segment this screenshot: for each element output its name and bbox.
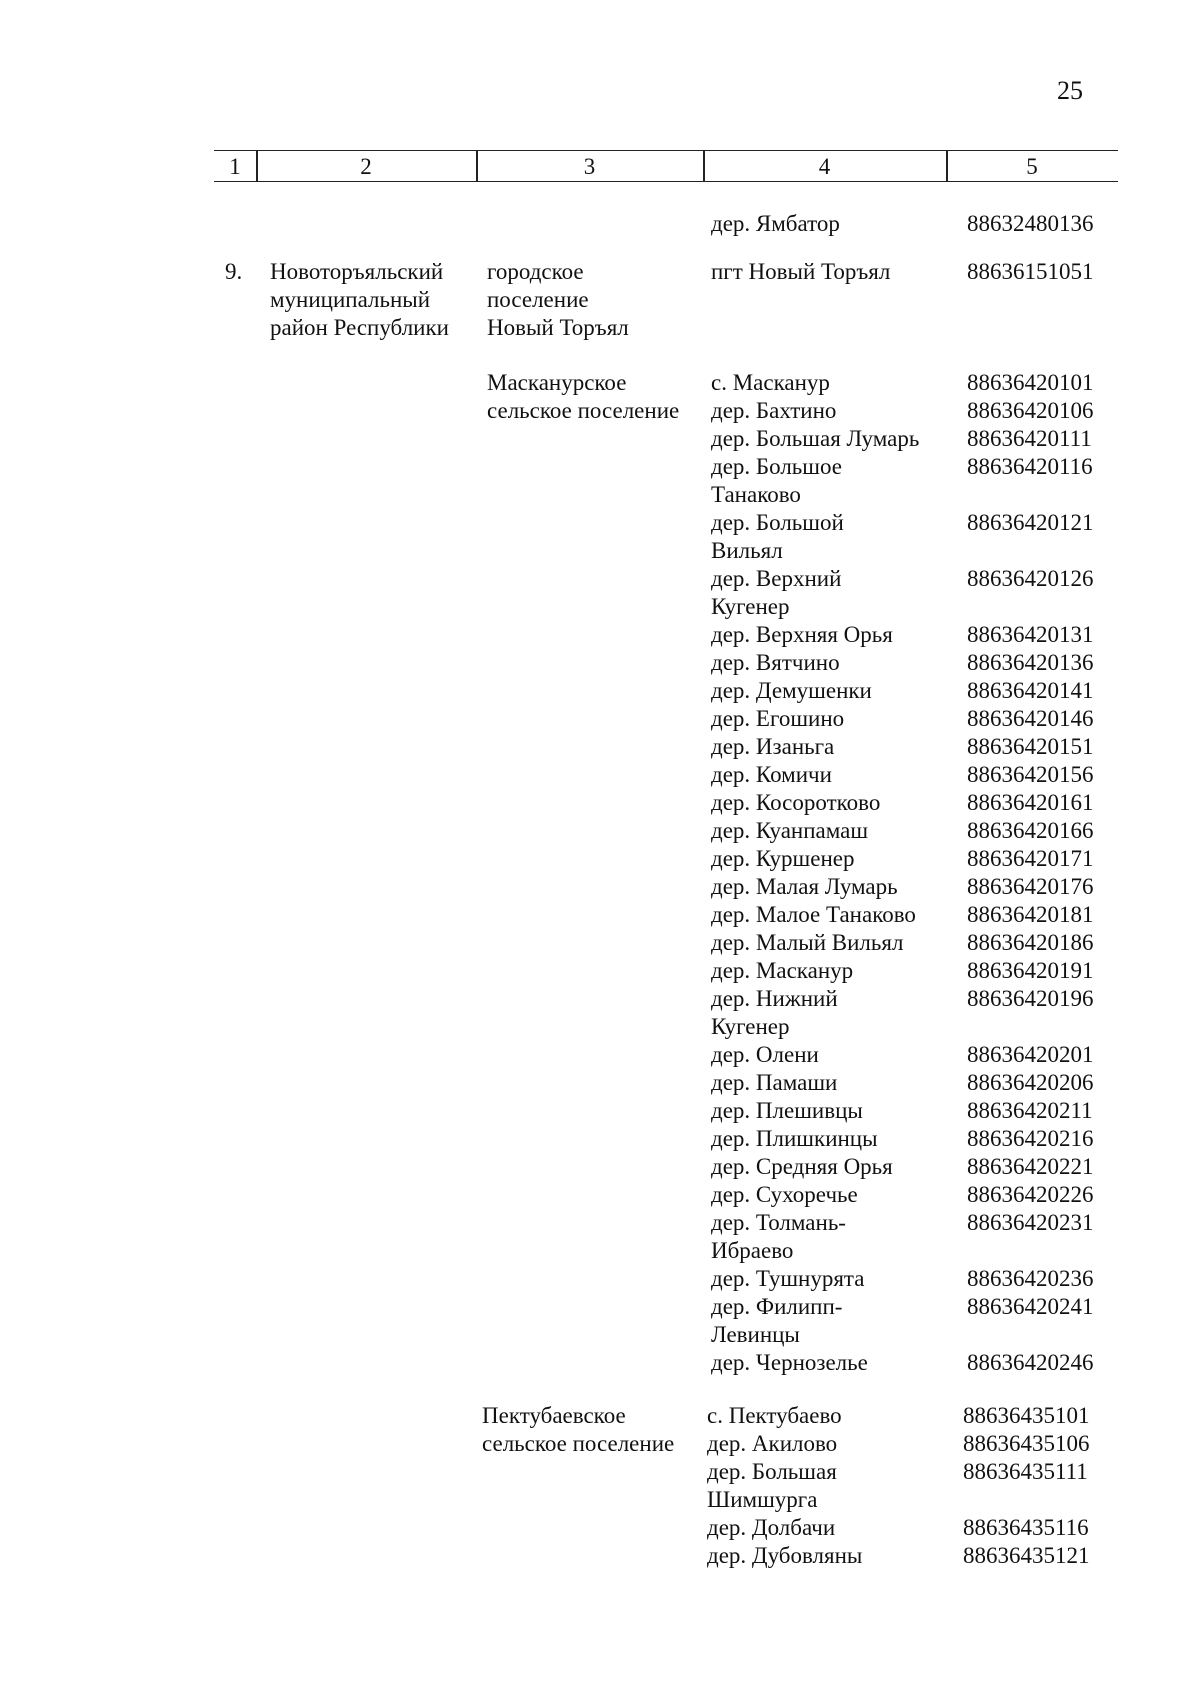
list-item [711,1265,1094,1293]
locality-code: 88636420116 [967,454,1093,479]
locality-name: дер. Изаньга [711,734,835,759]
locality-code: 88636420206 [967,1070,1094,1095]
list-item [711,845,1094,873]
locality-code: 88636420121 [967,510,1094,535]
locality-code: 88636420221 [967,1154,1094,1179]
locality-name: дер. Большая Лумарь [711,426,920,451]
header-col-1: 1 [229,154,241,179]
locality-code: 88636435111 [963,1459,1088,1484]
list-item [711,1153,1094,1181]
locality-code: 88636420141 [967,678,1094,703]
locality-code: 88636435101 [963,1403,1090,1428]
locality-code: 88636420196 [967,986,1094,1011]
list-item [711,789,1094,817]
locality-name: дер. Куанпамаш [711,818,869,843]
list-item [711,929,1094,957]
locality-name: дер. Дубовляны [707,1543,863,1568]
locality-name: дер. Большой Вильял [711,510,844,563]
locality-code: 88636420201 [967,1042,1094,1067]
locality-code: 88636420161 [967,790,1094,815]
list-item [711,258,1094,286]
locality-code: 88636420181 [967,902,1094,927]
header-col-4: 4 [818,154,831,179]
locality-code: 88636420101 [967,370,1094,395]
locality-code: 88636420186 [967,930,1094,955]
locality-code: 88636420241 [967,1294,1094,1319]
list-item [711,369,1094,397]
list-item [707,1458,1088,1514]
settlement-entries [711,369,1094,1377]
list-item [711,397,1094,425]
locality-code: 88636420176 [967,874,1094,899]
settlement-name: Пектубаевское сельское поселение [482,1403,675,1456]
locality-name: дер. Бахтино [711,398,837,423]
locality-name: с. Пектубаево [707,1403,842,1428]
locality-name: дер. Акилово [707,1431,838,1456]
locality-name: дер. Памаши [711,1070,838,1095]
locality-name: дер. Куршенер [711,846,855,871]
page-number: 25 [1057,76,1083,105]
list-item [711,565,1094,621]
locality-name: дер. Филипп- Левинцы [711,1294,843,1347]
header-col-5: 5 [1026,154,1038,179]
list-item [707,1514,1089,1542]
locality-code: 88636420146 [967,706,1094,731]
header-col-2: 2 [360,154,372,179]
list-item [707,1402,1090,1430]
locality-name: дер. Комичи [711,762,832,787]
locality-code: 88636420136 [967,650,1094,675]
settlement-entries [711,258,1094,286]
list-item [711,1125,1094,1153]
locality-code: 88636435116 [963,1515,1089,1540]
settlement-entries [707,1402,1090,1570]
top-entry-code: 88632480136 [967,211,1094,236]
locality-name: дер. Большое Танаково [711,454,842,507]
locality-name: дер. Вятчино [711,650,840,675]
locality-name: дер. Малая Лумарь [711,874,898,899]
list-item [711,1349,1094,1377]
list-item [711,677,1094,705]
locality-code: 88636420106 [967,398,1094,423]
locality-name: дер. Сухоречье [711,1182,858,1207]
locality-code: 88636420126 [967,566,1094,591]
locality-name: дер. Толмань- Ибраево [711,1210,846,1263]
locality-name: дер. Тушнурята [711,1266,865,1291]
list-item [711,1069,1094,1097]
locality-code: 88636420236 [967,1266,1094,1291]
list-item [711,1181,1094,1209]
locality-name: дер. Долбачи [707,1515,836,1540]
locality-name: дер. Олени [711,1042,819,1067]
locality-code: 88636420156 [967,762,1094,787]
locality-name: пгт Новый Торъял [711,259,891,284]
list-item [711,621,1094,649]
header-col-3: 3 [583,154,596,179]
locality-name: с. Масканур [711,370,830,395]
locality-code: 88636435106 [963,1431,1090,1456]
list-item [711,1293,1094,1349]
list-item [711,1041,1094,1069]
locality-name: дер. Верхняя Орья [711,622,893,647]
list-item [711,1097,1093,1125]
list-item [711,705,1094,733]
locality-name: дер. Малый Вильял [711,930,904,955]
list-item [711,901,1094,929]
settlement-name: городское поселение Новый Торъял [487,259,629,340]
list-item [707,1430,1090,1458]
list-item [711,453,1093,509]
locality-code: 88636420211 [967,1098,1093,1123]
list-item [711,817,1094,845]
list-item [711,509,1094,565]
locality-name: дер. Демушенки [711,678,872,703]
locality-code: 88636420246 [967,1350,1094,1375]
locality-name: дер. Верхний Кугенер [711,566,842,619]
district-name: Новоторъяльский муниципальный район Республики [270,259,449,340]
list-item [707,1542,1090,1570]
list-item [711,985,1094,1041]
locality-name: дер. Косоротково [711,790,881,815]
locality-name: дер. Егошино [711,706,845,731]
locality-code: 88636151051 [967,259,1094,284]
list-item [711,649,1094,677]
locality-code: 88636420151 [967,734,1094,759]
locality-code: 88636420216 [967,1126,1094,1151]
locality-code: 88636420111 [967,426,1092,451]
locality-code: 88636420191 [967,958,1094,983]
locality-name: дер. Большая Шимшурга [707,1459,837,1512]
row-number: 9. [225,259,243,284]
locality-name: дер. Масканур [711,958,854,983]
locality-name: дер. Нижний Кугенер [711,986,838,1039]
list-item [711,425,1092,453]
locality-name: дер. Средняя Орья [711,1154,893,1179]
locality-code: 88636435121 [963,1543,1090,1568]
list-item [711,733,1094,761]
list-item [711,761,1094,789]
list-item [711,957,1094,985]
locality-code: 88636420226 [967,1182,1094,1207]
list-item [711,1209,1094,1265]
locality-name: дер. Малое Танаково [711,902,916,927]
locality-name: дер. Плешивцы [711,1098,863,1123]
settlement-name: Масканурское сельское поселение [487,370,680,423]
list-item [711,873,1094,901]
locality-name: дер. Плишкинцы [711,1126,878,1151]
locality-code: 88636420231 [967,1210,1094,1235]
locality-name: дер. Чернозелье [711,1350,868,1375]
table-header-row [214,150,1118,182]
top-entry-name: дер. Ямбатор [711,211,840,236]
locality-code: 88636420131 [967,622,1094,647]
locality-code: 88636420171 [967,846,1094,871]
locality-code: 88636420166 [967,818,1094,843]
